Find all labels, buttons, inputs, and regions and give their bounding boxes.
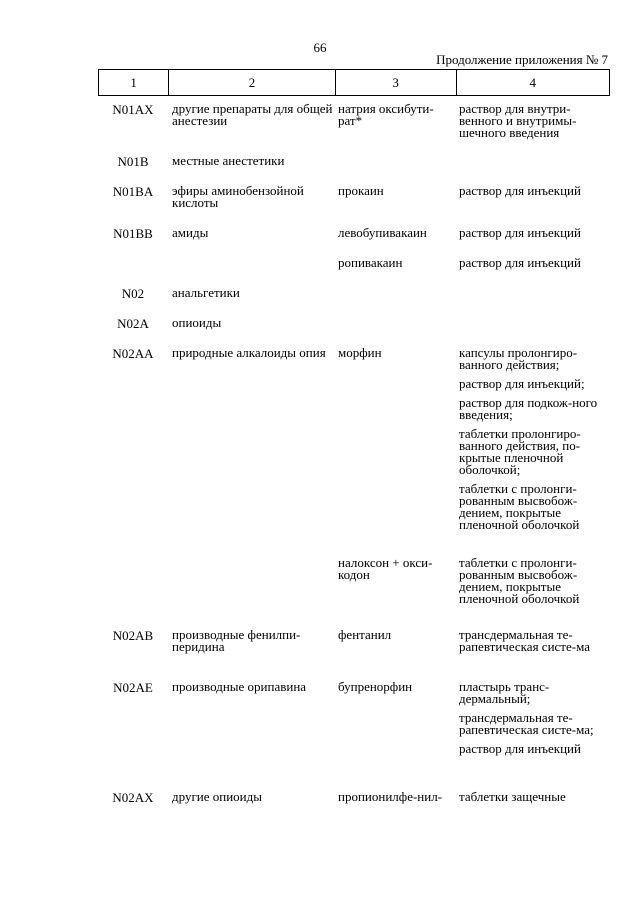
- table-row: [98, 227, 610, 240]
- dosage-forms: [456, 791, 610, 803]
- dosage-form: трансдермальная те-рапевтическая систе-ма;: [459, 710, 594, 737]
- atc-code: N01BB: [113, 226, 153, 241]
- dosage-form: раствор для инъекций: [459, 183, 581, 198]
- table-row: [98, 317, 610, 330]
- drug-name: левобупивакаин: [338, 225, 427, 240]
- header-col-4: 4: [456, 70, 610, 96]
- page-number: 66: [313, 40, 327, 55]
- dosage-form: таблетки с пролонги-рованным высвобож-дением, покрытые пленочной оболочкой: [459, 481, 580, 532]
- dosage-form: таблетки с пролонги-рованным высвобож-дением, покрытые пленочной оболочкой: [459, 555, 580, 606]
- table-header: [98, 69, 610, 96]
- table-row: [98, 155, 610, 168]
- atc-code: N02AA: [112, 346, 154, 361]
- atc-code: N01BA: [112, 184, 154, 199]
- dosage-form: раствор для инъекций: [459, 741, 581, 756]
- drug-name: фентанил: [338, 627, 392, 642]
- drug-name: морфин: [338, 345, 382, 360]
- table-row: [98, 791, 610, 804]
- anatomical-group: амиды: [172, 225, 209, 240]
- dosage-form: раствор для инъекций: [459, 225, 581, 240]
- dosage-forms: [456, 257, 610, 269]
- dosage-form: капсулы пролонгиро-ванного действия;: [459, 345, 578, 372]
- atc-code: N02A: [117, 316, 149, 331]
- atc-code: N02: [121, 286, 145, 301]
- header-col-3: 3: [335, 70, 456, 96]
- anatomical-group: производные орипавина: [172, 679, 307, 694]
- drug-name: натрия оксибути-рат*: [338, 101, 434, 128]
- dosage-form: раствор для подкож-ного введения;: [459, 395, 598, 422]
- dosage-forms: [456, 557, 610, 605]
- dosage-forms: [456, 227, 610, 239]
- dosage-form: пластырь транс-дермальный;: [459, 679, 550, 706]
- anatomical-group: другие препараты для общей анестезии: [172, 101, 333, 128]
- dosage-form: таблетки защечные: [459, 789, 566, 804]
- anatomical-group: анальгетики: [172, 285, 240, 300]
- dosage-forms: [456, 185, 610, 197]
- dosage-form: раствор для внутри-венного и внутримы-шечного введения: [459, 101, 577, 140]
- drug-name: бупренорфин: [338, 679, 413, 694]
- atc-code: N01AX: [112, 102, 154, 117]
- table-row: [98, 103, 610, 139]
- table-row: [98, 629, 610, 653]
- drug-name: пропионилфе-нил-: [338, 789, 443, 804]
- dosage-form: раствор для инъекций: [459, 255, 581, 270]
- dosage-forms: [456, 681, 610, 755]
- anatomical-group: местные анестетики: [172, 153, 285, 168]
- dosage-form: трансдермальная те-рапевтическая систе-ма: [459, 627, 590, 654]
- drug-name: прокаин: [338, 183, 384, 198]
- continuation-note: Продолжение приложения № 7: [436, 52, 608, 67]
- atc-code: N02AE: [113, 680, 153, 695]
- atc-code: N02AB: [112, 628, 154, 643]
- header-col-2: 2: [169, 70, 335, 96]
- anatomical-group: опиоиды: [172, 315, 222, 330]
- table-row: [98, 287, 610, 300]
- atc-code: N01B: [117, 154, 149, 169]
- anatomical-group: другие опиоиды: [172, 789, 262, 804]
- dosage-forms: [456, 347, 610, 531]
- drug-name: налоксон + окси-кодон: [338, 555, 433, 582]
- table-row: [98, 347, 610, 531]
- table-row: [98, 557, 610, 605]
- dosage-forms: [456, 629, 610, 653]
- anatomical-group: природные алкалоиды опия: [172, 345, 326, 360]
- table-row: [98, 257, 610, 269]
- table-row: [98, 185, 610, 209]
- table-row: [98, 681, 610, 755]
- drug-name: ропивакаин: [338, 255, 403, 270]
- anatomical-group: производные фенилпи-перидина: [172, 627, 301, 654]
- dosage-forms: [456, 103, 610, 139]
- dosage-form: раствор для инъекций;: [459, 376, 585, 391]
- atc-code: N02AX: [112, 790, 154, 805]
- anatomical-group: эфиры аминобензойной кислоты: [172, 183, 304, 210]
- header-col-1: 1: [99, 70, 169, 96]
- dosage-form: таблетки пролонгиро-ванного действия, по-крытые пленочной оболочкой;: [459, 426, 581, 477]
